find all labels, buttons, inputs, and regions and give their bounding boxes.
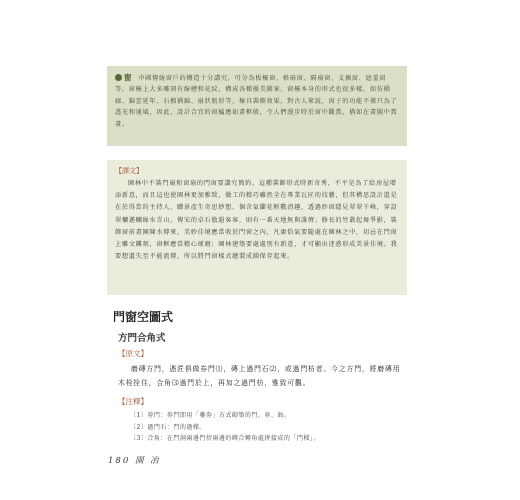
book-title: 園 冶: [134, 456, 161, 466]
notes-tag: 【注釋】: [118, 397, 148, 406]
window-info-box: [107, 66, 407, 146]
note-item: 〔2〕過門石：門的過樑。: [130, 423, 206, 431]
translation-tag: 【譯文】: [115, 167, 143, 175]
notes-list: [130, 410, 410, 445]
window-section-text: 中國傳統窗戶的構造十分講究，可分為板欞窗、格扇窗、隔扇窗、支摘窗、遮羞窗等，窗欞上大多雕刻有線槽和花紋，構成各種優美圖案。窗欞本身的形式也很多樣，如仿橋廊、錦雲延年、石榴猶錦、扇狀瓶形等，極具裝飾效果，對古人來說，窗子的功能不僅只為了透光和通風，因此，設計合宜的窗櫺應如畫框般，令人們漫步時於窗中觀賞，猶如在畫圖中賞畫。: [115, 75, 398, 128]
translation-text: 園林中不裝門扇和窗扇的門窗要講究簡約，這種裝飾形式時新奇秀，不平是為了給房屋增添新意，而且這也使園林更加雅致，做工的精巧雖然全在專業瓦匠的技藝，但其構思設計還是在於得當的主持人。購景產生奇思妙想，個含氣蘭花輕數清趣，透過紗窗隱見翠翠千峰，穿設翠欄邁欄綠水青山，傳宋的卓石傲遐客客，則有一番天地無與誰儕；修長的竹叢起舞爭影，裝飾窗前畫園陳水傳來，美妙佳境應當收於門窗之內，凡庸俗氣要隨處在園林之中，切忌在門窗上雕文鏤刻，窗框應當精心琢磨；園林建築要處處別有新意，才可顯出迷惑形成美景佳境。我要想遺失至不能流傳，所以將門窗樣式繪製成圖保存起來。: [115, 180, 398, 261]
window-label-text: 窗: [124, 73, 133, 82]
section-heading: 門窗空圖式: [113, 310, 174, 324]
page-footer: [108, 454, 161, 466]
bullet-icon: [115, 74, 122, 81]
page-number: 180: [108, 456, 131, 466]
note-item: 〔3〕合角：在門洞兩邊門傍兩邊的磚合轉角處拼接成的「門樑」。: [130, 435, 320, 442]
original-text-tag: 【原文】: [118, 349, 148, 358]
window-section-label: [115, 73, 132, 82]
original-text: 磨磚方門，憑匠俱做券門⑴，磚上過門石⑵，或過門枋者。今之方門，將磨磚用木栓拴住，合角⑶過門於上，再加之過門枋，雅致可觀。: [118, 365, 401, 387]
note-item: 〔1〕券門：券門即用「疊券」方式砌築的門，券、曲。: [130, 412, 291, 419]
translation-box: [107, 160, 407, 295]
section-subheading: 方門合角式: [118, 333, 166, 344]
